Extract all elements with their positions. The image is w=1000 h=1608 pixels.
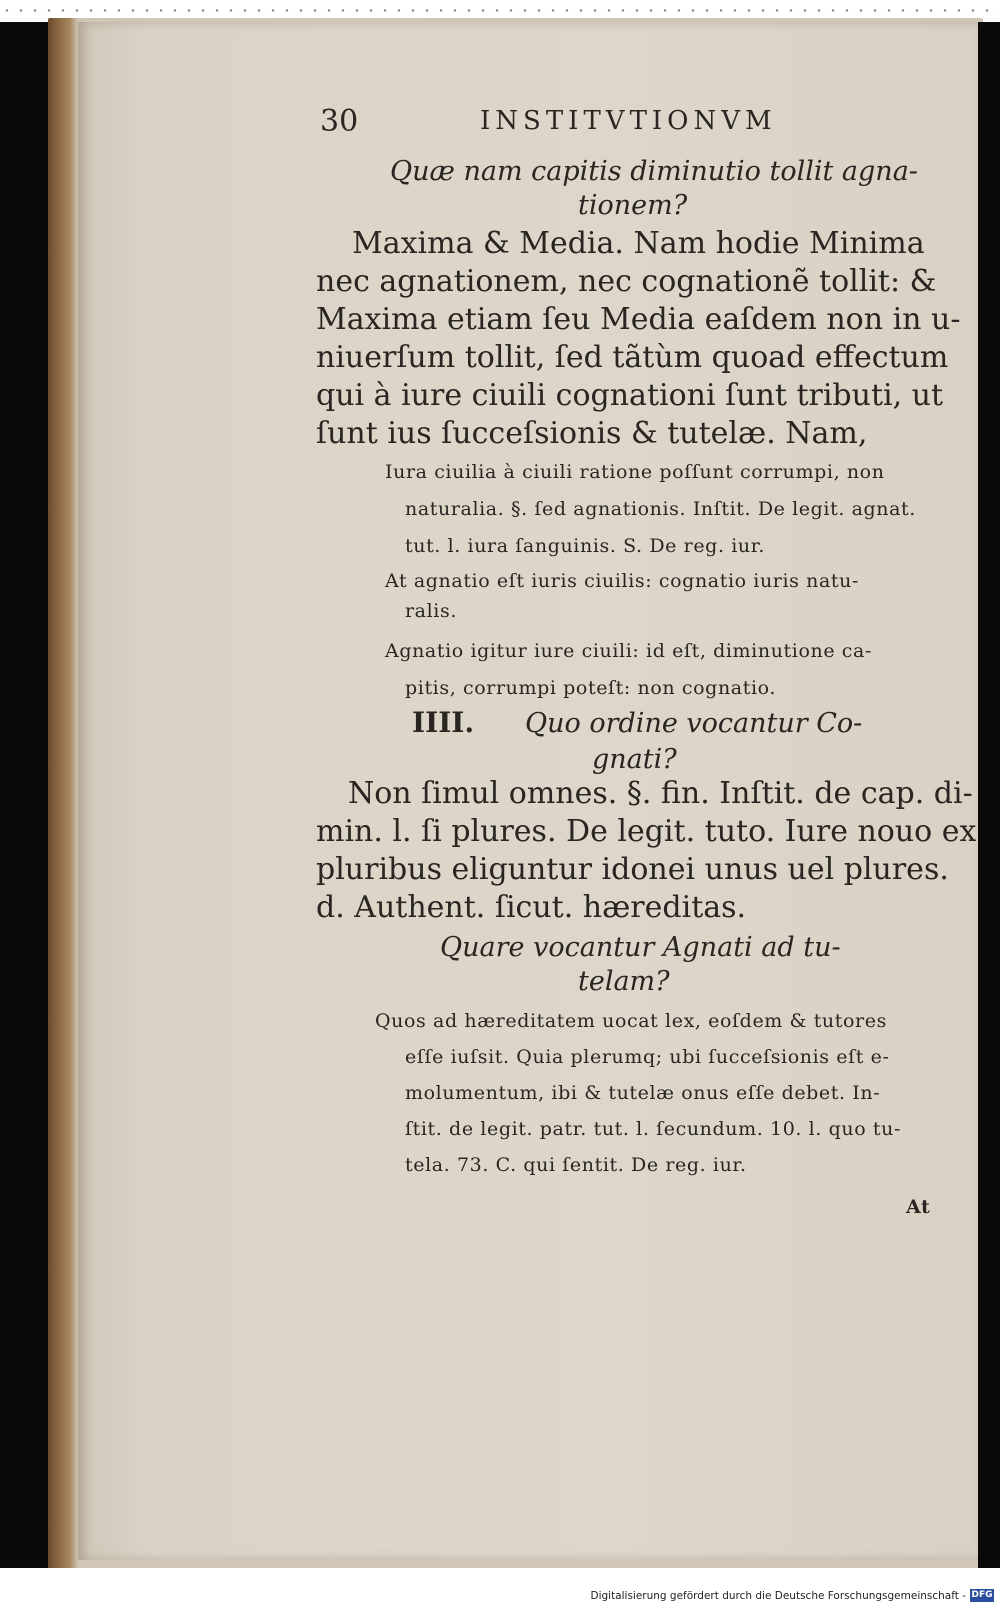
body-line: pluribus eliguntur idonei unus uel plures. <box>316 852 949 887</box>
question-heading-line: Quare vocantur Agnati ad tu- <box>440 932 841 963</box>
note-line: tut. l. iura ſanguinis. S. De reg. iur. <box>405 535 765 557</box>
question-heading-line: gnati? <box>592 744 677 775</box>
body-line: ſunt ius ſucceſsionis & tutelæ. Nam, <box>316 416 868 451</box>
section-number: IIII. <box>412 706 475 739</box>
catchword: At <box>906 1196 931 1218</box>
question-heading-line: Quo ordine vocantur Co- <box>525 708 863 739</box>
note-line: naturalia. §. ſed agnationis. Inſtit. De legit. agnat. <box>405 498 916 520</box>
scan-dots <box>0 9 1000 12</box>
dfg-logo: DFG <box>971 1590 993 1600</box>
body-line: d. Authent. ſicut. hæreditas. <box>316 890 747 925</box>
note-line: pitis, corrumpi poteſt: non cognatio. <box>405 677 776 699</box>
body-line: Maxima etiam ſeu Media eaſdem non in u- <box>316 302 961 337</box>
question-heading-line: telam? <box>578 966 670 997</box>
note-line: molumentum, ibi & tutelæ onus eſſe debet. In- <box>405 1082 881 1104</box>
note-line: Agnatio igitur iure ciuili: id eſt, diminutione ca- <box>385 640 872 662</box>
left-scan-margin <box>0 22 50 1568</box>
note-line: ſtit. de legit. patr. tut. l. ſecundum. 10. l. quo tu- <box>405 1118 901 1140</box>
footer-credit: Digitalisierung gefördert durch die Deutsche Forschungsgemeinschaft - <box>590 1590 966 1602</box>
running-head: INSTITVTIONVM <box>480 106 777 136</box>
question-heading-line: Quæ nam capitis diminutio tollit agna- <box>390 156 918 187</box>
body-line: min. l. ſi plures. De legit. tuto. Iure nouo ex <box>316 814 977 849</box>
body-line: nec agnationem, nec cognationẽ tollit: & <box>316 264 937 299</box>
footer-bar <box>0 1568 1000 1608</box>
body-line: niuerſum tollit, ſed tãtùm quoad effectum <box>316 340 949 375</box>
body-line: Maxima & Media. Nam hodie Minima <box>352 226 925 261</box>
question-heading-line: tionem? <box>578 190 688 221</box>
body-line: qui à iure ciuili cognationi ſunt tributi, ut <box>316 378 944 413</box>
right-scan-margin <box>978 22 1000 1568</box>
note-line: Iura ciuilia à ciuili ratione poſſunt corrumpi, non <box>385 461 885 483</box>
note-line: eſſe iuſsit. Quia plerumq; ubi ſucceſsionis eſt e- <box>405 1046 890 1068</box>
page-number: 30 <box>320 104 359 139</box>
note-line: ralis. <box>405 600 457 622</box>
body-line: Non ſimul omnes. §. fin. Inſtit. de cap. di- <box>348 776 973 811</box>
note-line: At agnatio eſt iuris ciuilis: cognatio iuris natu- <box>385 570 860 592</box>
note-line: tela. 73. C. qui ſentit. De reg. iur. <box>405 1154 747 1176</box>
note-line: Quos ad hæreditatem uocat lex, eoſdem & tutores <box>375 1010 887 1032</box>
